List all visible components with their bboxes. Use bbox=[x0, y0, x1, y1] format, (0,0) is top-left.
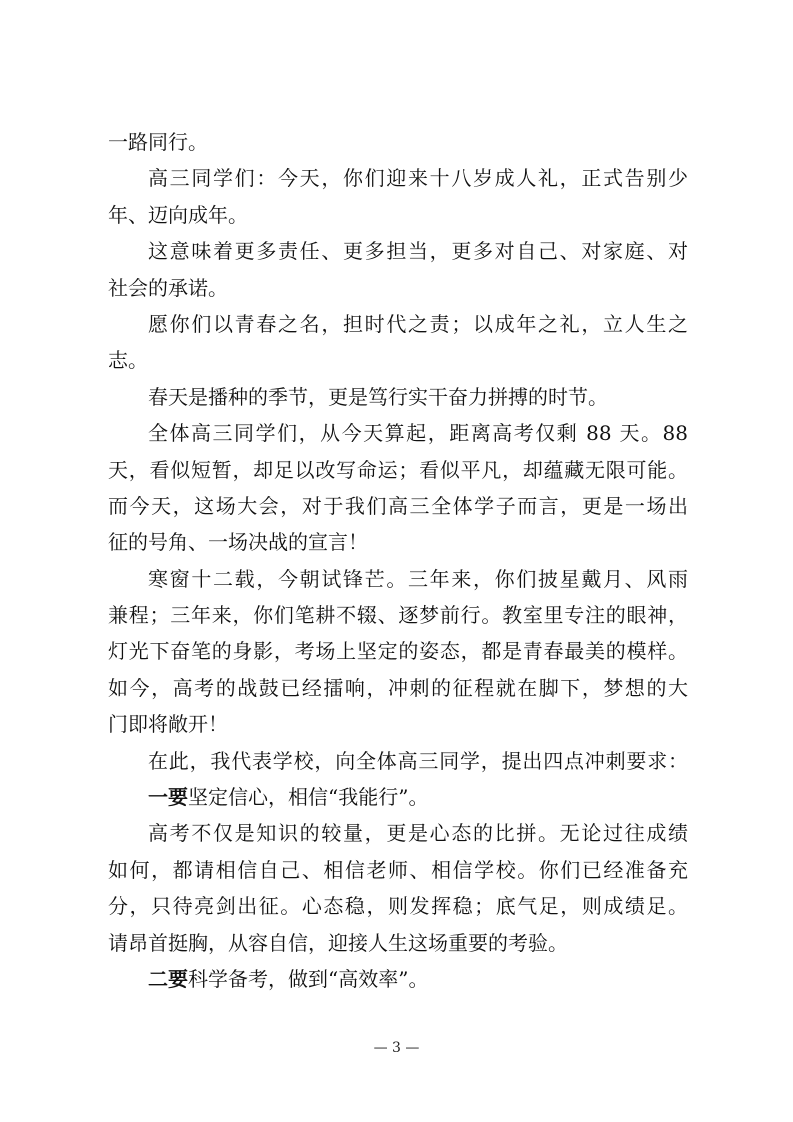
page-number: — 3 — bbox=[373, 1040, 420, 1056]
text-line: 社会的承诺。 bbox=[108, 275, 228, 300]
text-line: 全体高三同学们，从今天算起，距离高考仅剩 88 天。88 bbox=[148, 421, 688, 446]
text-line: 天，看似短暂，却足以改写命运；看似平凡，却蕴藏无限可能。 bbox=[108, 457, 688, 482]
text-line: 高三同学们：今天，你们迎来十八岁成人礼，正式告别少 bbox=[148, 166, 688, 191]
heading-text: 坚定信心，相信“我能行”。 bbox=[188, 785, 429, 810]
text-line: 愿你们以青春之名，担时代之责；以成年之礼，立人生之 bbox=[148, 311, 688, 336]
text-line: 如何，都请相信自己、相信老师、相信学校。你们已经准备充 bbox=[108, 857, 688, 882]
text-line: 请昂首挺胸，从容自信，迎接人生这场重要的考验。 bbox=[108, 930, 568, 955]
section-heading-2 bbox=[108, 961, 688, 997]
section-heading-1 bbox=[108, 779, 688, 815]
text-line: 兼程；三年来，你们笔耕不辍、逐梦前行。教室里专注的眼神， bbox=[108, 603, 688, 628]
text-line: 门即将敞开！ bbox=[108, 712, 228, 737]
heading-label: 二要 bbox=[148, 966, 188, 991]
text-line: 而今天，这场大会，对于我们高三全体学子而言，更是一场出 bbox=[108, 493, 688, 518]
text-line: 灯光下奋笔的身影，考场上坚定的姿态，都是青春最美的模样。 bbox=[108, 639, 688, 664]
text-line: 年、迈向成年。 bbox=[108, 202, 248, 227]
text-line: 一路同行。 bbox=[108, 130, 208, 154]
text-line: 如今，高考的战鼓已经擂响，冲刺的征程就在脚下，梦想的大 bbox=[108, 675, 688, 700]
document-body bbox=[108, 124, 688, 997]
text-line: 征的号角、一场决战的宣言！ bbox=[108, 530, 368, 555]
heading-label: 一要 bbox=[148, 785, 188, 810]
text-line: 高考不仅是知识的较量，更是心态的比拼。无论过往成绩 bbox=[148, 821, 688, 846]
text-line: 这意味着更多责任、更多担当，更多对自己、对家庭、对 bbox=[148, 239, 688, 264]
heading-text: 科学备考，做到“高效率”。 bbox=[188, 966, 429, 991]
text-line: 志。 bbox=[108, 348, 148, 373]
text-line: 在此，我代表学校，向全体高三同学，提出四点冲刺要求： bbox=[148, 748, 688, 773]
text-line: 分，只待亮剑出征。心态稳，则发挥稳；底气足，则成绩足。 bbox=[108, 894, 688, 919]
text-line: 寒窗十二载，今朝试锋芒。三年来，你们披星戴月、风雨 bbox=[148, 566, 688, 591]
text-line: 春天是播种的季节，更是笃行实干奋力拼搏的时节。 bbox=[148, 384, 608, 409]
